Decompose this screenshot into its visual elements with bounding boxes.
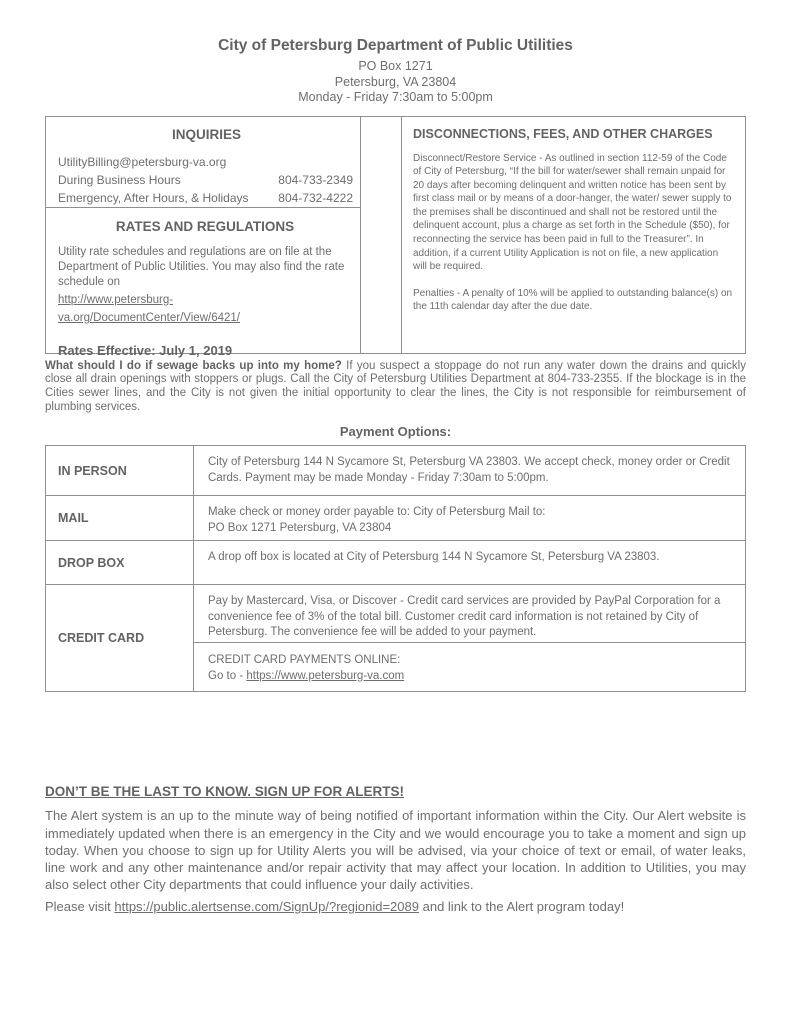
credit-card-online-line <box>208 669 731 685</box>
alerts-visit-suffix: and link to the Alert program today! <box>422 899 625 915</box>
penalties-paragraph: Penalties - A penalty of 10% will be applied to outstanding balance(s) on the 11th calendar day after the due date. <box>413 287 733 313</box>
info-table-gap-column <box>361 117 402 353</box>
sewage-question: What should I do if sewage backs up into my home? <box>45 359 342 372</box>
table-row-credit-card <box>46 585 745 691</box>
petersburg-payments-link[interactable]: https://www.petersburg-va.com <box>246 669 405 682</box>
contact-row <box>58 189 355 207</box>
mail-label: MAIL <box>46 496 194 540</box>
payment-options-heading: Payment Options: <box>339 424 452 440</box>
disconnections-section <box>402 117 745 353</box>
credit-card-goto-text: Go to - <box>208 669 247 682</box>
document-header <box>0 0 791 106</box>
info-table <box>45 116 746 358</box>
table-row-in-person <box>46 446 745 496</box>
contact-row <box>58 171 355 189</box>
header-address-line2: Petersburg, VA 23804 <box>334 74 457 89</box>
alertsense-signup-link[interactable]: https://public.alertsense.com/SignUp/?regionid=2089 <box>114 899 419 915</box>
table-row-mail <box>46 496 745 541</box>
contact-phone: 804-732-4222 <box>278 190 353 205</box>
alerts-heading: DON’T BE THE LAST TO KNOW. SIGN UP FOR ALERTS! <box>45 784 405 800</box>
credit-card-fee-paragraph: Pay by Mastercard, Visa, or Discover - Credit card services are provided by PayPal Corporation for a convenience fee of 3% of the total bill. Customer credit card information is not retained by City of Petersburg. The convenience fee will be added to your payment. <box>194 585 745 643</box>
header-office-hours: Monday - Friday 7:30am to 5:00pm <box>298 90 493 104</box>
inquiries-email: UtilityBilling@petersburg-va.org <box>58 154 227 169</box>
alerts-section <box>45 784 746 915</box>
inquiries-section <box>46 117 360 208</box>
alerts-visit-prefix: Please visit <box>45 899 111 915</box>
disconnect-restore-paragraph: Disconnect/Restore Service - As outlined in section 112-59 of the Code of City of Petersburg, “If the bill for water/sewer shall remain unpaid for 20 days after becoming delinquent and written notice has been sent by first class mail or by means of a door-hanger, the water/ sewer supply to the premises shall be discontinued and shall not be restored until the delinquent account, plus a charge as set forth in the Schedule ($50), for reconnecting the service has been paid in full to the Treasurer”. In addition, if a current Utility Application is not on file, a new application will be required. <box>413 152 732 273</box>
alerts-visit-line <box>45 898 746 915</box>
inquiries-title: INQUIRIES <box>171 126 241 142</box>
drop-box-label: DROP BOX <box>46 541 194 584</box>
contact-phone: 804-733-2349 <box>278 172 353 187</box>
credit-card-online-heading: CREDIT CARD PAYMENTS ONLINE: <box>208 654 401 667</box>
rates-body: Utility rate schedules and regulations are on file at the Department of Public Utilities. You may also find the rate schedule on <box>58 245 345 288</box>
credit-card-label: CREDIT CARD <box>46 585 194 691</box>
credit-card-details <box>194 585 745 691</box>
in-person-label: IN PERSON <box>46 446 194 495</box>
table-row-drop-box <box>46 541 745 585</box>
disconnections-title: DISCONNECTIONS, FEES, AND OTHER CHARGES <box>413 126 713 141</box>
page-title: City of Petersburg Department of Public Utilities <box>218 37 573 54</box>
in-person-details: City of Petersburg 144 N Sycamore St, Petersburg VA 23803. We accept check, money order or Credit Cards. Payment may be made Monday - Friday 7:30am to 5:00pm. <box>208 456 730 484</box>
rates-effective-date: Rates Effective: July 1, 2019 <box>58 342 233 358</box>
sewage-backup-paragraph <box>45 360 746 415</box>
mail-details-line1: Make check or money order payable to: City of Petersburg Mail to: <box>208 506 546 519</box>
mail-details-line2: PO Box 1271 Petersburg, VA 23804 <box>208 521 392 534</box>
rates-title: RATES AND REGULATIONS <box>115 218 295 234</box>
payment-options-table <box>45 445 746 692</box>
header-address-line1: PO Box 1271 <box>358 59 433 73</box>
alerts-body-paragraph: The Alert system is an up to the minute way of being notified of important information within the City. Our Alert website is immediately updated when there is an emergency in the City and we would encourage you to take a moment and sign up today. When you choose to sign up for Utility Alerts you will be advised, via your choice of text or email, of water leaks, line work and any other maintenance and/or repair activity that may affect your location. In addition to Utilities, you may also select other City departments that could influence your daily activities. <box>45 808 746 893</box>
rates-schedule-link[interactable]: http://www.petersburg-va.org/DocumentCenter/View/6421/ <box>58 293 240 324</box>
credit-card-online-block <box>194 643 745 691</box>
contact-label: During Business Hours <box>58 172 181 187</box>
drop-box-details: A drop off box is located at City of Petersburg 144 N Sycamore St, Petersburg VA 23803. <box>208 551 660 564</box>
mail-details <box>194 496 745 540</box>
info-table-left-column <box>46 117 361 358</box>
sewage-answer: If you suspect a stoppage do not run any water down the drains and quickly close all drain openings with stoppers or plugs. Call the City of Petersburg Utilities Department at 804-733-2355. If the blockage is in the Cities sewer lines, and the City is not given the initial opportunity to clear the lines, the City is not responsible for reimbursement of plumbing services. <box>45 359 746 413</box>
contact-label: Emergency, After Hours, & Holidays <box>58 190 249 205</box>
rates-section <box>46 208 360 358</box>
